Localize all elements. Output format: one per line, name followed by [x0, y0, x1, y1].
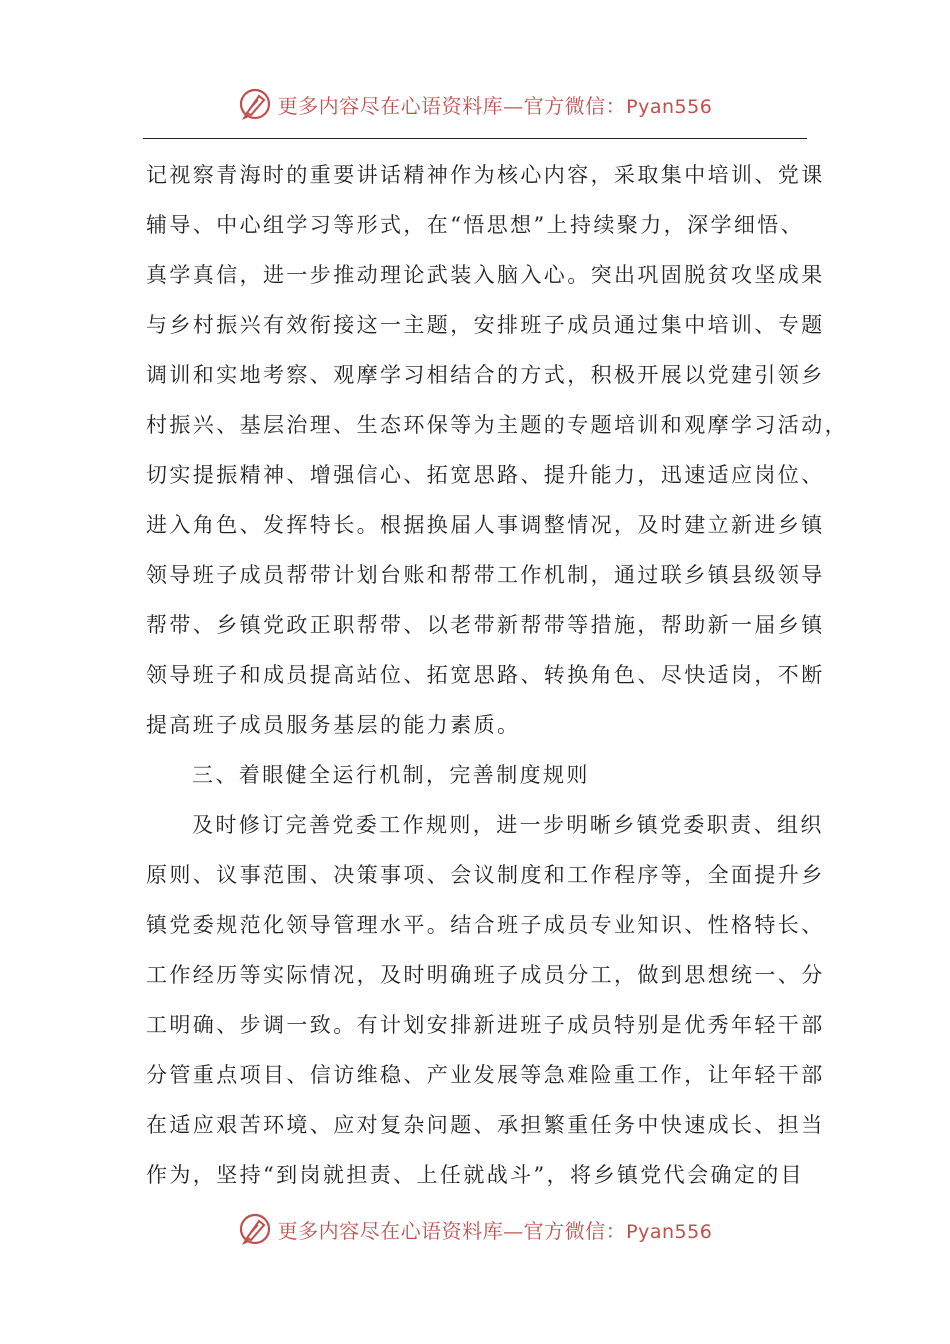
- text-line: 领导班子成员帮带计划台账和帮带工作机制，通过联乡镇县级领导: [146, 563, 825, 587]
- text-line: 进入角色、发挥特长。根据换届人事调整情况，及时建立新进乡镇: [146, 513, 825, 537]
- text-line: 原则、议事范围、决策事项、会议制度和工作程序等，全面提升乡: [146, 863, 825, 887]
- text-line: 领导班子和成员提高站位、拓宽思路、转换角色、尽快适岗，不断: [146, 663, 825, 687]
- document-body: [146, 150, 848, 1200]
- text-line: 作为，坚持“到岗就担责、上任就战斗”，将乡镇党代会确定的目: [146, 1163, 805, 1187]
- text-line: 与乡村振兴有效衔接这一主题，安排班子成员通过集中培训、专题: [146, 313, 825, 337]
- footer-text: 更多内容尽在心语资料库—官方微信：Pyan556: [277, 1218, 713, 1243]
- text-line: 工明确、步调一致。有计划安排新进班子成员特别是优秀年轻干部: [146, 1013, 825, 1037]
- text-line: 记视察青海时的重要讲话精神作为核心内容，采取集中培训、党课: [146, 163, 825, 187]
- header-banner: [0, 82, 950, 126]
- header-rule: [143, 138, 807, 139]
- text-line: 在适应艰苦环境、应对复杂问题、承担繁重任务中快速成长、担当: [146, 1113, 825, 1137]
- text-line: 工作经历等实际情况，及时明确班子成员分工，做到思想统一、分: [146, 963, 825, 987]
- text-line: 村振兴、基层治理、生态环保等为主题的专题培训和观摩学习活动，: [146, 413, 848, 437]
- text-line: 调训和实地考察、观摩学习相结合的方式，积极开展以党建引领乡: [146, 363, 825, 387]
- text-line: 真学真信，进一步推动理论武装入脑入心。突出巩固脱贫攻坚成果: [146, 263, 825, 287]
- text-line: 镇党委规范化领导管理水平。结合班子成员专业知识、性格特长、: [146, 913, 825, 937]
- header-text: 更多内容尽在心语资料库—官方微信：Pyan556: [277, 93, 713, 118]
- text-line: 提高班子成员服务基层的能力素质。: [146, 713, 521, 737]
- pen-nib-icon: [238, 1212, 272, 1246]
- text-line: 帮带、乡镇党政正职帮带、以老带新帮带等措施，帮助新一届乡镇: [146, 613, 825, 637]
- text-line: 辅导、中心组学习等形式，在“悟思想”上持续聚力，深学细悟、: [146, 213, 805, 237]
- footer-banner: [0, 1207, 950, 1251]
- section-heading: 三、着眼健全运行机制，完善制度规则: [192, 763, 590, 787]
- text-line: 分管重点项目、信访维稳、产业发展等急难险重工作，让年轻干部: [146, 1063, 825, 1087]
- text-line: 及时修订完善党委工作规则，进一步明晰乡镇党委职责、组织: [192, 813, 824, 837]
- text-line: 切实提振精神、增强信心、拓宽思路、提升能力，迅速适应岗位、: [146, 463, 825, 487]
- pen-nib-icon: [238, 87, 272, 121]
